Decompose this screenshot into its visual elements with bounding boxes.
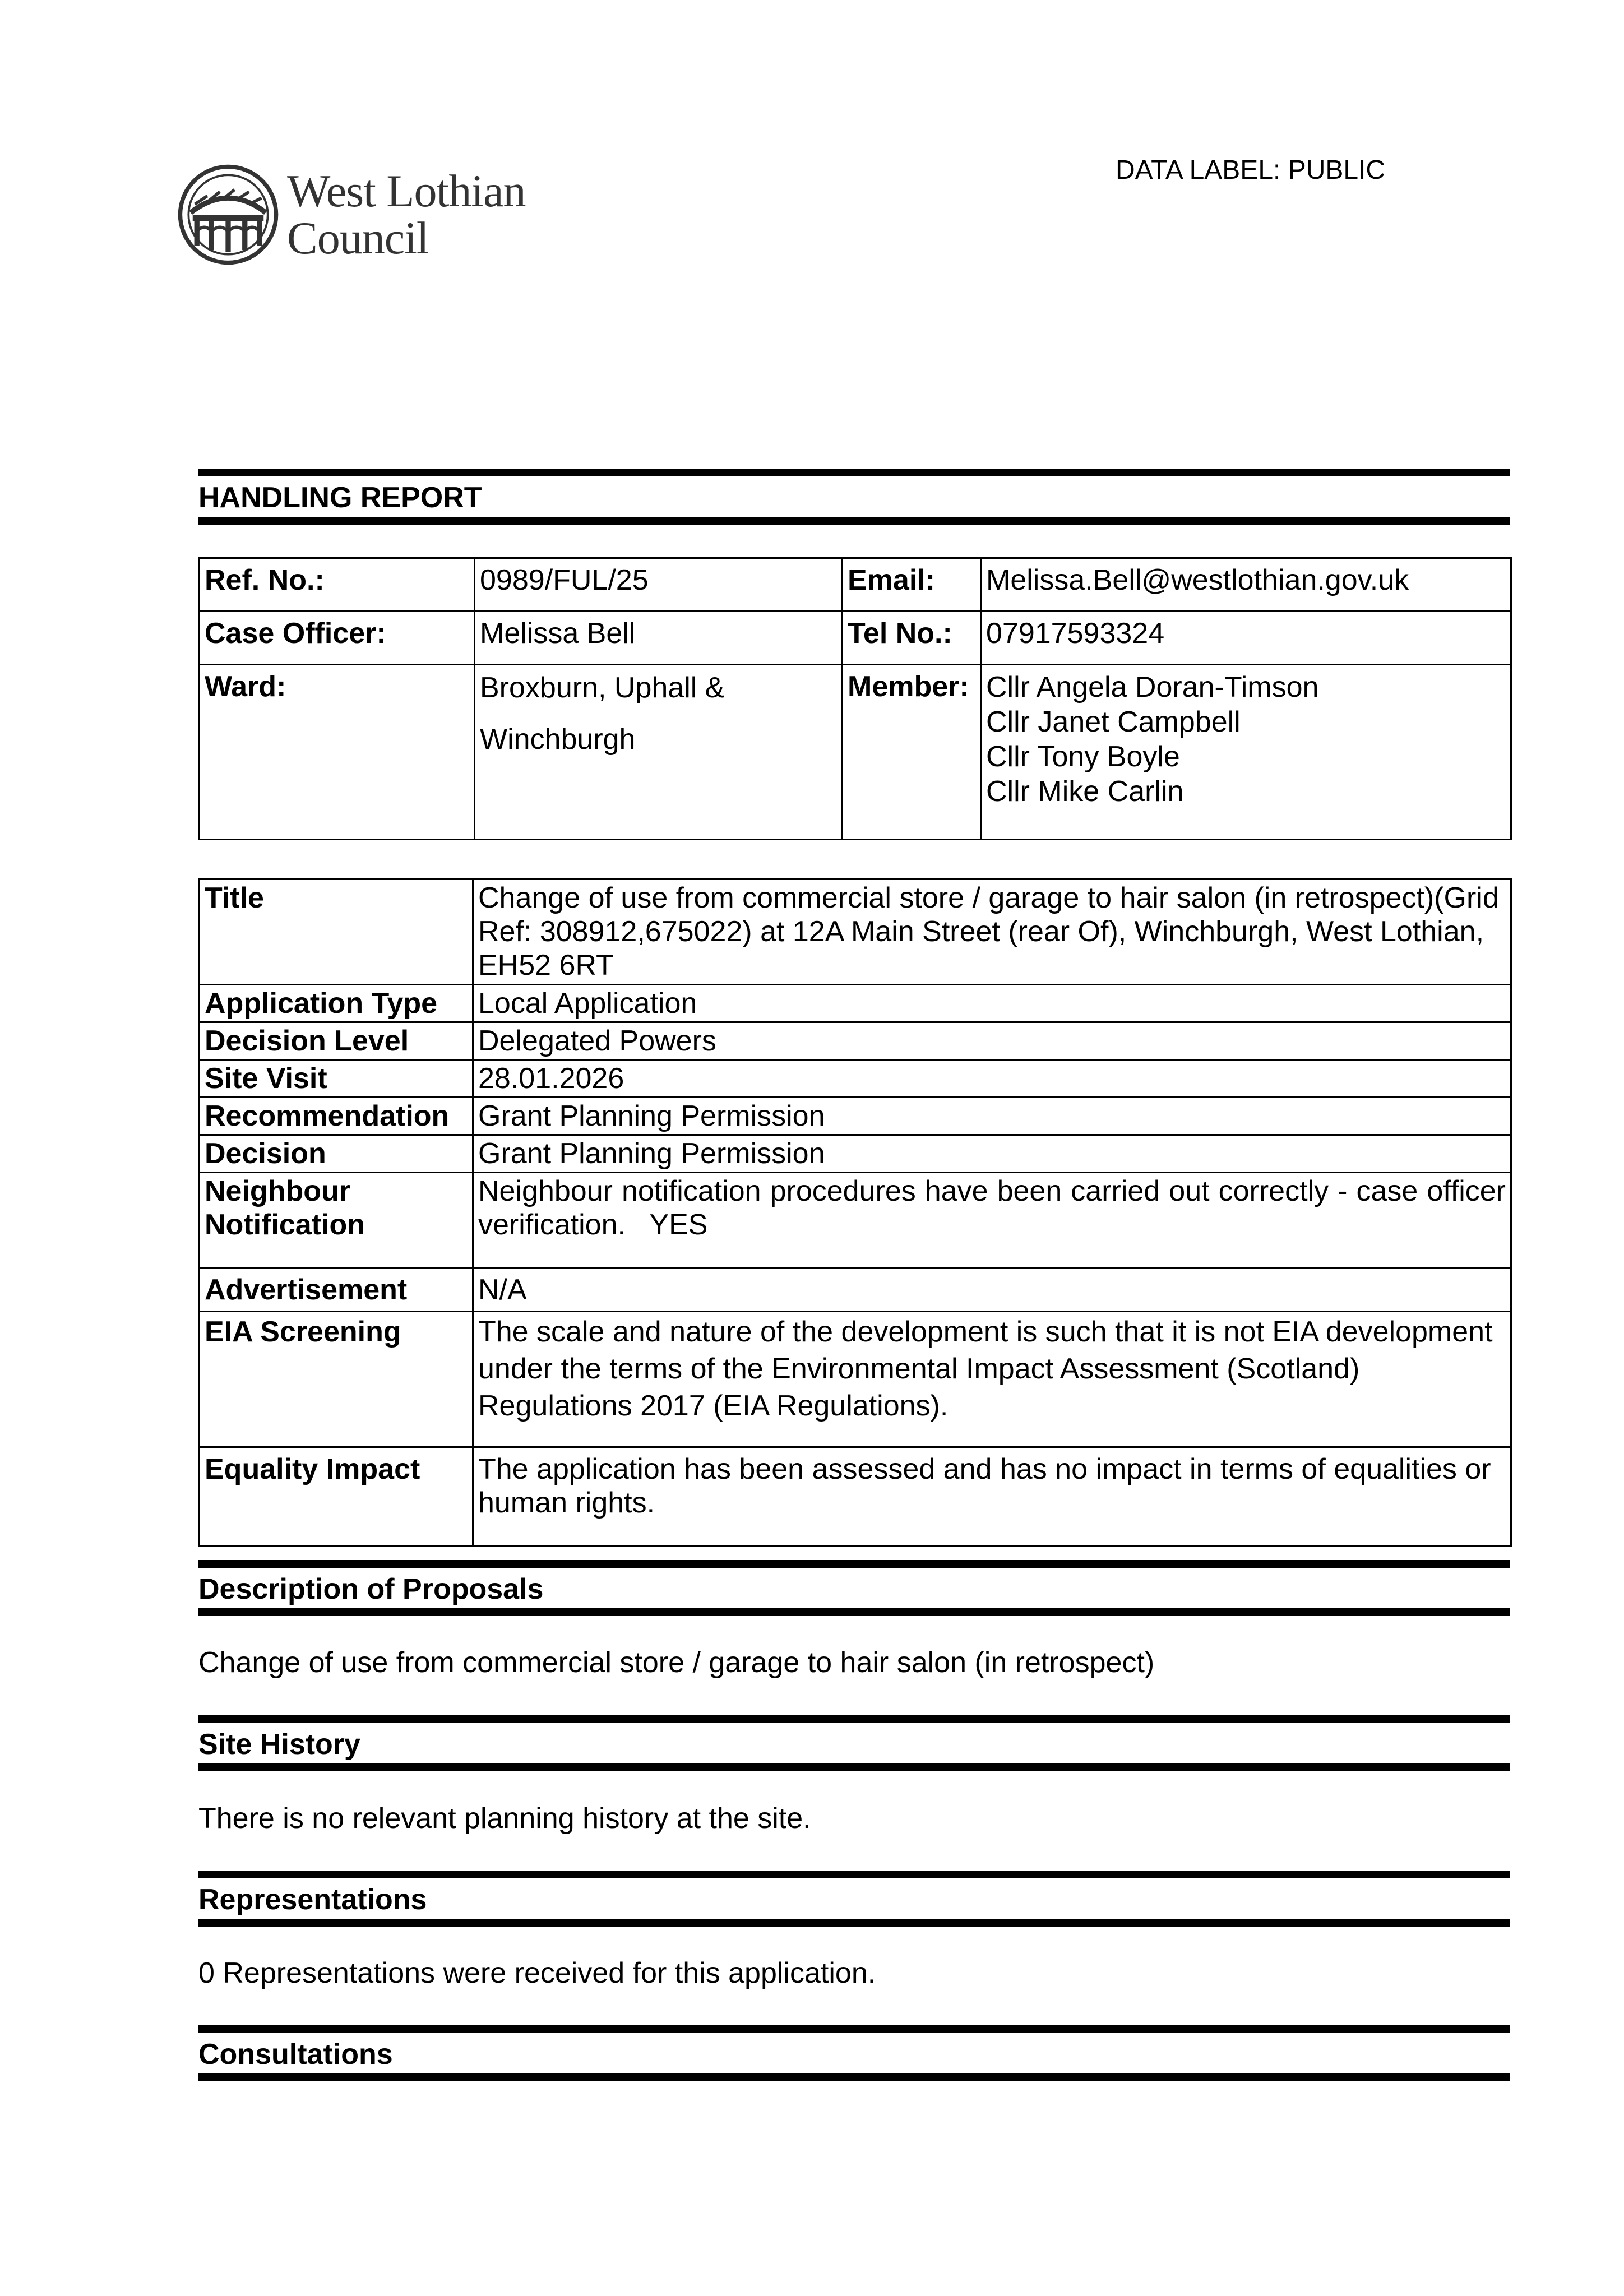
table-row — [200, 1173, 1511, 1268]
ward-label: Ward: — [200, 665, 475, 840]
consultations-heading: Consultations — [198, 2025, 1510, 2081]
decision-label: Decision — [200, 1135, 473, 1173]
table-row — [200, 1060, 1511, 1098]
tel-label: Tel No.: — [843, 612, 981, 665]
neighbour-label-line1: Neighbour — [205, 1175, 350, 1207]
member-label: Member: — [843, 665, 981, 840]
decision-level-value: Delegated Powers — [473, 1022, 1511, 1060]
table-row — [200, 1268, 1511, 1312]
table-row — [200, 558, 1511, 612]
data-label: DATA LABEL: PUBLIC — [1116, 155, 1386, 185]
decision-level-label: Decision Level — [200, 1022, 473, 1060]
description-heading: Description of Proposals — [198, 1560, 1510, 1616]
neighbour-label-line2: Notification — [205, 1209, 365, 1241]
council-logo — [176, 161, 525, 268]
ref-label: Ref. No.: — [200, 558, 475, 612]
neighbour-label — [200, 1173, 473, 1268]
description-text: Change of use from commercial store / garage to hair salon (in retrospect) — [198, 1646, 1155, 1679]
table-row — [200, 1022, 1511, 1060]
site-history-heading: Site History — [198, 1715, 1510, 1771]
logo-text-line2: Council — [287, 212, 429, 263]
equality-label: Equality Impact — [200, 1447, 473, 1546]
ward-value-line1: Broxburn, Uphall & — [480, 672, 725, 704]
neighbour-value: Neighbour notification procedures have been carried out correctly - case officer verification. YES — [473, 1173, 1511, 1268]
viaduct-emblem-icon — [176, 163, 280, 267]
table-row — [200, 985, 1511, 1022]
officer-value: Melissa Bell — [475, 612, 843, 665]
recommendation-value: Grant Planning Permission — [473, 1098, 1511, 1135]
member-item: Cllr Tony Boyle — [986, 740, 1180, 773]
title-label: Title — [200, 879, 473, 985]
member-list — [981, 665, 1511, 840]
email-value: Melissa.Bell@westlothian.gov.uk — [981, 558, 1511, 612]
equality-value: The application has been assessed and has no impact in terms of equalities or human rights. — [473, 1447, 1511, 1546]
advert-label: Advertisement — [200, 1268, 473, 1312]
email-label: Email: — [843, 558, 981, 612]
advert-value: N/A — [473, 1268, 1511, 1312]
logo-text-line1: West Lothian — [287, 165, 526, 216]
ward-value-line2: Winchburgh — [480, 723, 636, 756]
table-row — [200, 1447, 1511, 1546]
app-type-value: Local Application — [473, 985, 1511, 1022]
eia-label: EIA Screening — [200, 1312, 473, 1447]
recommendation-label: Recommendation — [200, 1098, 473, 1135]
site-history-text: There is no relevant planning history at the site. — [198, 1802, 811, 1835]
table-row — [200, 1098, 1511, 1135]
table-row — [200, 1135, 1511, 1173]
decision-value: Grant Planning Permission — [473, 1135, 1511, 1173]
report-title: HANDLING REPORT — [198, 469, 1510, 525]
ward-value — [475, 665, 843, 840]
table-row — [200, 612, 1511, 665]
member-item: Cllr Mike Carlin — [986, 775, 1184, 808]
table-row — [200, 1312, 1511, 1447]
site-visit-value: 28.01.2026 — [473, 1060, 1511, 1098]
table-row — [200, 879, 1511, 985]
logo-wordmark — [287, 165, 526, 263]
ref-value: 0989/FUL/25 — [475, 558, 843, 612]
site-visit-label: Site Visit — [200, 1060, 473, 1098]
eia-value: The scale and nature of the development is such that it is not EIA development under the terms of the Environmental Impact Assessment (Scotland) Regulations 2017 (EIA Regulations). — [473, 1312, 1511, 1447]
member-item: Cllr Angela Doran-Timson — [986, 671, 1319, 703]
tel-value: 07917593324 — [981, 612, 1511, 665]
officer-label: Case Officer: — [200, 612, 475, 665]
case-info-table — [198, 557, 1512, 840]
representations-heading: Representations — [198, 1871, 1510, 1927]
title-value: Change of use from commercial store / garage to hair salon (in retrospect)(Grid Ref: 308912,675022) at 12A Main Street (rear Of), Winchburgh, West Lothian, EH52 6RT — [473, 879, 1511, 985]
representations-text: 0 Representations were received for this application. — [198, 1957, 876, 1989]
table-row — [200, 665, 1511, 840]
app-type-label: Application Type — [200, 985, 473, 1022]
application-details-table — [198, 878, 1512, 1547]
member-item: Cllr Janet Campbell — [986, 706, 1241, 738]
